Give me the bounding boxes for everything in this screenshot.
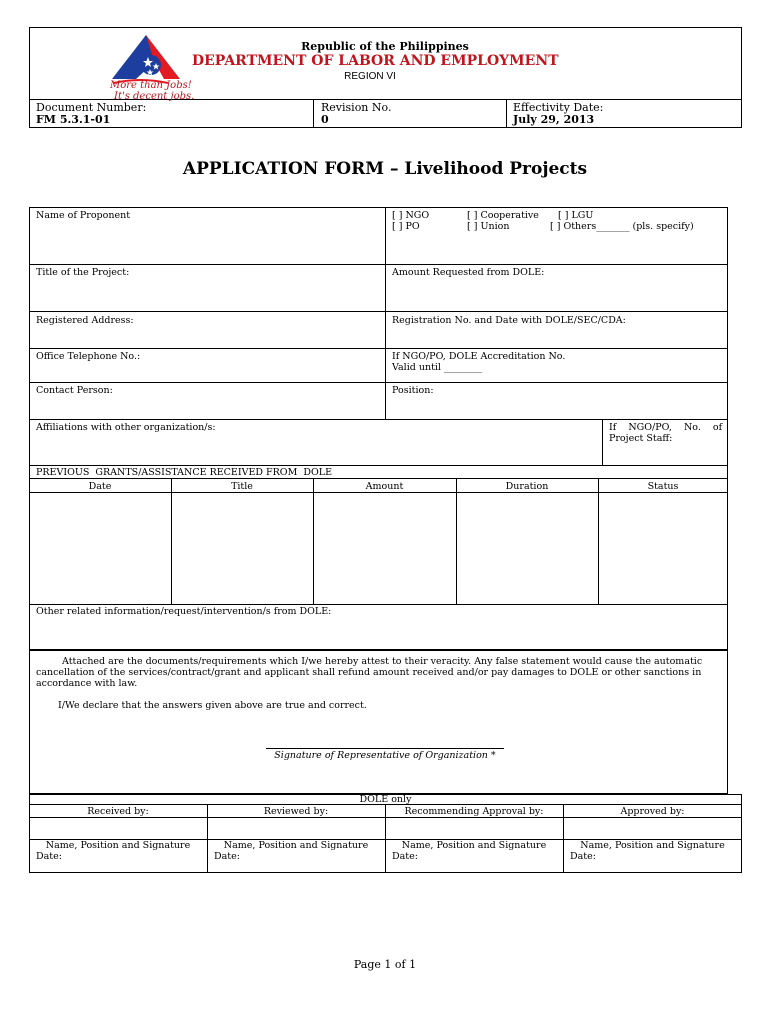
recommending-approval-label: Recommending Approval by: — [404, 806, 544, 817]
office-telephone-label: Office Telephone No.: — [36, 351, 141, 362]
accreditation-label: If NGO/PO, DOLE Accreditation No. — [392, 351, 566, 362]
org-type-others[interactable]: [ ] Others_______ (pls. specify) — [550, 221, 694, 232]
row-line-4 — [29, 382, 728, 383]
reviewed-by-date: Date: — [214, 851, 240, 862]
row-line-5 — [29, 419, 728, 420]
registered-address-label: Registered Address: — [36, 315, 134, 326]
grant-col-status: Status — [647, 481, 679, 492]
received-by-name-position: Name, Position and Signature — [45, 840, 191, 851]
region-label: REGION VI — [344, 71, 396, 82]
grant-col-duration: Duration — [505, 481, 549, 492]
org-type-union[interactable]: [ ] Union — [467, 221, 510, 232]
recommending-date: Date: — [392, 851, 418, 862]
signature-label: Signature of Representative of Organization * — [274, 750, 496, 761]
previous-grants-heading: PREVIOUS GRANTS/ASSISTANCE RECEIVED FROM DOLE — [36, 467, 333, 478]
declaration-text: I/We declare that the answers given above are true and correct. — [58, 700, 367, 711]
dole-only-heading: DOLE only — [359, 794, 412, 805]
grant-col-divider-4 — [598, 478, 599, 604]
revision-block — [321, 102, 391, 126]
attest-line-3: accordance with law. — [36, 678, 138, 689]
recommending-name-position: Name, Position and Signature — [401, 840, 547, 851]
republic-line: Republic of the Philippines — [301, 40, 469, 53]
valid-until-label: Valid until ________ — [392, 362, 482, 373]
approved-by-date: Date: — [570, 851, 596, 862]
effectivity-block — [513, 102, 603, 126]
staff-number-label: If NGO/PO, No. of — [609, 422, 723, 433]
contact-person-label: Contact Person: — [36, 385, 113, 396]
position-label: Position: — [392, 385, 434, 396]
grant-col-title: Title — [231, 481, 253, 492]
signature-line[interactable] — [266, 748, 504, 749]
name-of-proponent-label: Name of Proponent — [36, 210, 131, 221]
revision-label: Revision No. — [321, 101, 392, 114]
grant-col-divider-1 — [171, 478, 172, 604]
row-line-2 — [29, 311, 728, 312]
row-line-8 — [29, 492, 728, 493]
form-title: APPLICATION FORM – Livelihood Projects — [182, 159, 588, 179]
amount-requested-label: Amount Requested from DOLE: — [392, 267, 545, 278]
revision-value: 0 — [321, 113, 329, 126]
doc-number-value: FM 5.3.1-01 — [36, 113, 111, 126]
attest-line-1: Attached are the documents/requirements which I/we hereby attest to their veracity. Any false statement would cause the automatic — [62, 656, 703, 667]
affiliations-label: Affiliations with other organization/s: — [36, 422, 216, 433]
received-by-date: Date: — [36, 851, 62, 862]
effectivity-label: Effectivity Date: — [513, 101, 604, 114]
header-col-divider-2 — [506, 99, 507, 128]
registration-no-label: Registration No. and Date with DOLE/SEC/CDA: — [392, 315, 626, 326]
department-name: DEPARTMENT OF LABOR AND EMPLOYMENT — [192, 53, 559, 69]
reviewed-by-label: Reviewed by: — [263, 806, 329, 817]
received-by-label: Received by: — [87, 806, 149, 817]
row-line-6 — [29, 465, 728, 466]
other-info-label: Other related information/request/intervention/s from DOLE: — [36, 606, 332, 617]
row-line-3 — [29, 348, 728, 349]
logo-slogan-line-2: It's decent jobs. — [114, 91, 195, 102]
grant-col-divider-2 — [313, 478, 314, 604]
reviewed-by-name-position: Name, Position and Signature — [223, 840, 369, 851]
logo-slogan — [110, 80, 194, 102]
approved-by-name-position: Name, Position and Signature — [580, 840, 725, 851]
doc-number-label: Document Number: — [36, 101, 147, 114]
row-line-1 — [29, 264, 728, 265]
row-line-9 — [29, 604, 728, 605]
org-type-po[interactable]: [ ] PO — [392, 221, 420, 232]
effectivity-value: July 29, 2013 — [513, 113, 595, 126]
col-divider-affiliations — [602, 419, 603, 465]
approved-by-label: Approved by: — [620, 806, 685, 817]
grant-col-date: Date — [88, 481, 112, 492]
grant-col-divider-3 — [456, 478, 457, 604]
attest-line-2: cancellation of the services/contract/grant and applicant shall refund amount received and/or pay damages to DOLE or other sanctions in — [36, 667, 702, 678]
org-type-cooperative[interactable]: [ ] Cooperative — [467, 210, 539, 221]
grant-col-amount: Amount — [365, 481, 404, 492]
project-staff-label: Project Staff: — [609, 433, 673, 444]
org-type-lgu[interactable]: [ ] LGU — [558, 210, 594, 221]
header-col-divider-1 — [313, 99, 314, 128]
row-line-7 — [29, 478, 728, 479]
page-number: Page 1 of 1 — [353, 958, 417, 971]
project-title-label: Title of the Project: — [36, 267, 130, 278]
org-type-ngo[interactable]: [ ] NGO — [392, 210, 430, 221]
doc-number-block — [36, 102, 146, 126]
col-divider-main — [385, 207, 386, 419]
logo-slogan-line-1: More than Jobs! — [110, 80, 192, 91]
